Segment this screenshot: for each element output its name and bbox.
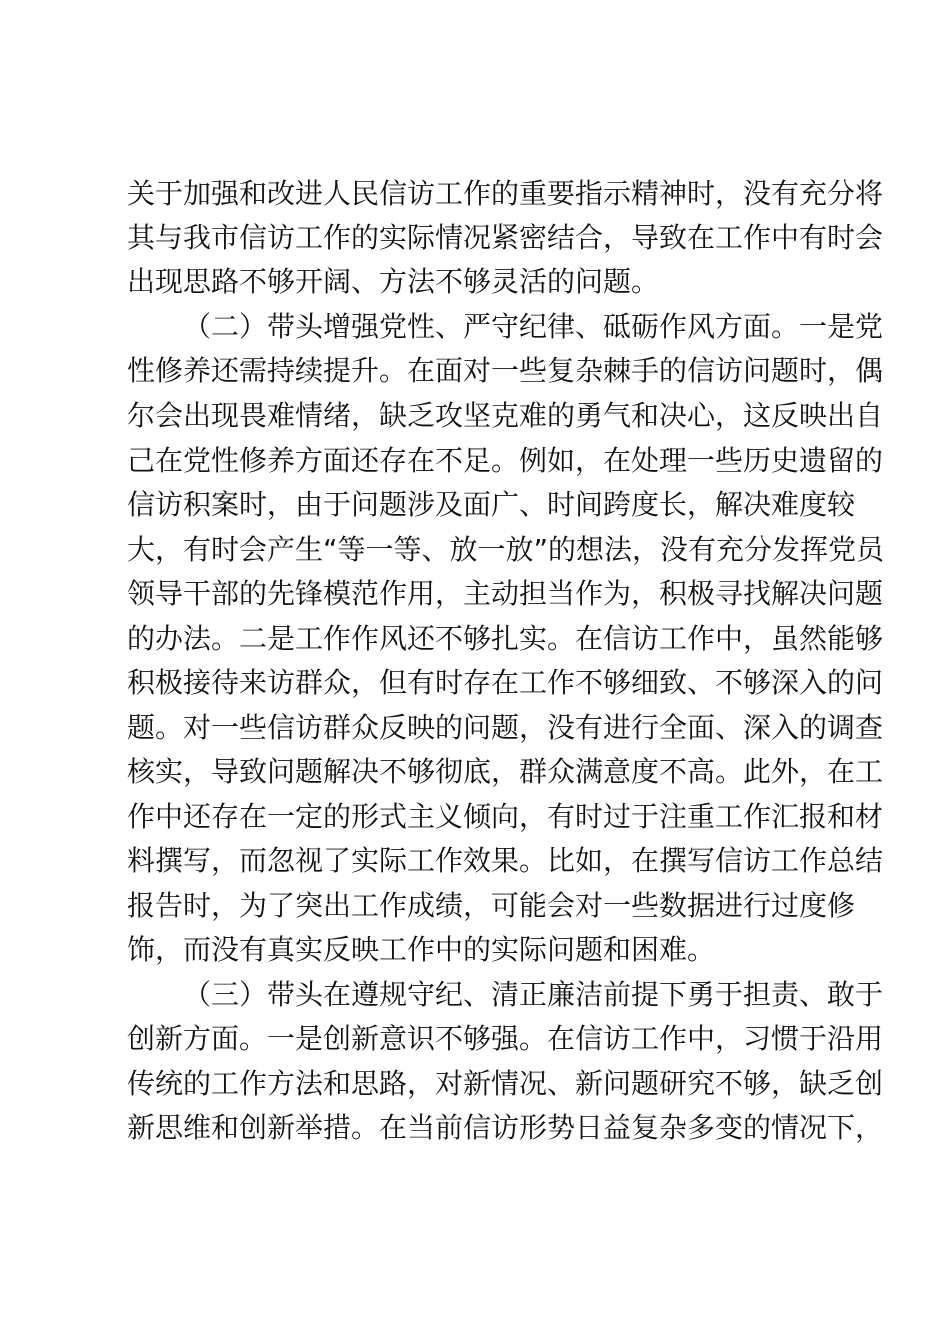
text-line: 性修养还需持续提升。在面对一些复杂棘手的信访问题时，偶 [127, 354, 884, 387]
text-line: 题。对一些信访群众反映的问题，没有进行全面、深入的调查 [127, 711, 884, 744]
text-line: 出现思路不够开阔、方法不够灵活的问题。 [127, 265, 660, 298]
text-line: 积极接待来访群众，但有时存在工作不够细致、不够深入的问 [127, 666, 884, 699]
text-line: 其与我市信访工作的实际情况紧密结合，导致在工作中有时会 [127, 221, 884, 254]
text-line: 报告时，为了突出工作成绩，可能会对一些数据进行过度修 [127, 889, 856, 922]
text-line: 创新方面。一是创新意识不够强。在信访工作中，习惯于沿用 [127, 1022, 884, 1055]
text-line: 信访积案时，由于问题涉及面广、时间跨度长，解决难度较 [127, 488, 856, 521]
text-line: 作中还存在一定的形式主义倾向，有时过于注重工作汇报和材 [127, 800, 884, 833]
text-line: 领导干部的先锋模范作用，主动担当作为，积极寻找解决问题 [127, 577, 884, 610]
text-line: 新思维和创新举措。在当前信访形势日益复杂多变的情况下， [127, 1111, 884, 1144]
text-line: 料撰写，而忽视了实际工作效果。比如，在撰写信访工作总结 [127, 844, 884, 877]
text-line: 传统的工作方法和思路，对新情况、新问题研究不够，缺乏创 [127, 1067, 884, 1100]
paragraph-3-heading-line: （三）带头在遵规守纪、清正廉洁前提下勇于担责、敢于 [183, 978, 884, 1011]
text-line: 尔会出现畏难情绪，缺乏攻坚克难的勇气和决心，这反映出自 [127, 399, 884, 432]
text-line: 大，有时会产生“等一等、放一放”的想法，没有充分发挥党员 [127, 533, 885, 566]
text-line: 关于加强和改进人民信访工作的重要指示精神时，没有充分将 [127, 177, 884, 210]
text-line: 的办法。二是工作作风还不够扎实。在信访工作中，虽然能够 [127, 622, 884, 655]
text-line: 己在党性修养方面还存在不足。例如，在处理一些历史遗留的 [127, 444, 884, 477]
text-line: 饰，而没有真实反映工作中的实际问题和困难。 [127, 933, 716, 966]
paragraph-2-heading-line: （二）带头增强党性、严守纪律、砥砺作风方面。一是党 [183, 310, 884, 343]
text-line: 核实，导致问题解决不够彻底，群众满意度不高。此外，在工 [127, 755, 884, 788]
